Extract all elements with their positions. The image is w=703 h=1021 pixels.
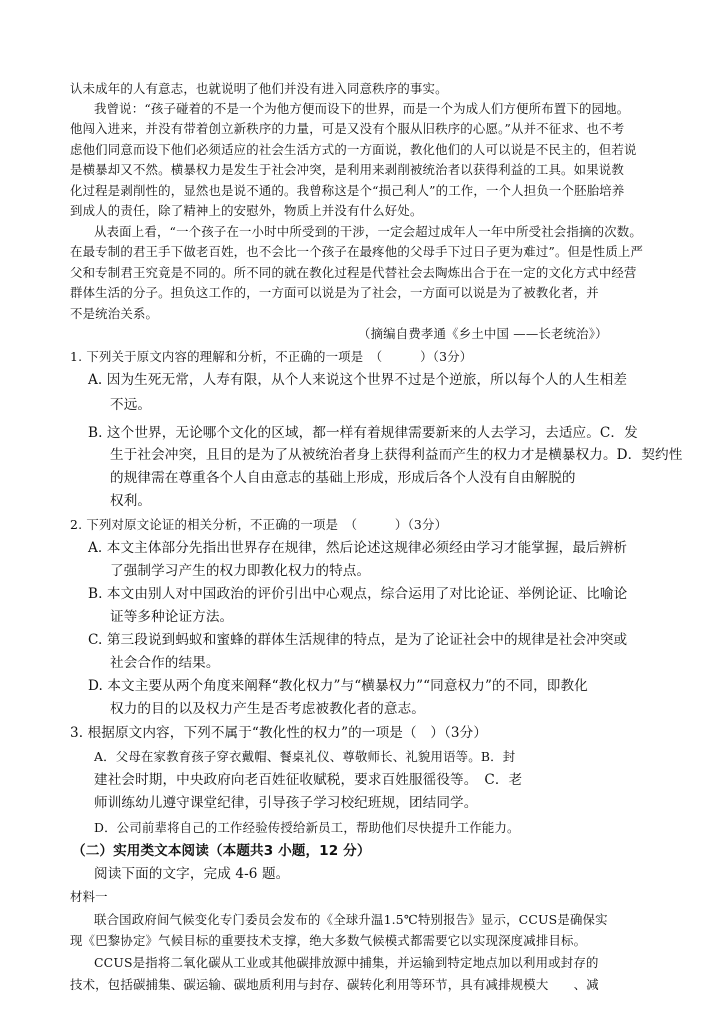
- passage-line: 在最专制的君王手下做老百姓，也不会比一个孩子在最疼他的父母手下过日子更为难过”。但是性质上严: [70, 244, 644, 259]
- question-2-option-line: D. 本文主要从两个角度来阐释“教化权力”与“横暴权力”“同意权力”的不同，即教化: [88, 678, 588, 694]
- question-2-option-line: C. 第三段说到蚂蚁和蜜蜂的群体生活规律的特点，是为了论证社会中的规律是社会冲突或: [88, 632, 628, 648]
- material-line: 联合国政府间气候变化专门委员会发布的《全球升温1.5℃特别报告》显示，CCUS是确保实: [94, 912, 608, 927]
- section-instruction: 阅读下面的文字，完成 4-6 题。: [94, 866, 290, 882]
- question-2-option-line: A. 本文主体部分先指出世界存在规律，然后论述这规律必须经由学习才能掌握，最后辨析: [88, 540, 628, 556]
- question-3-option-line: D．公司前辈将自己的工作经验传授给新员工，帮助他们尽快提升工作能力。: [94, 820, 520, 835]
- passage-line: 虑他们同意而设下他们必须适应的社会生活方式的一方面说，教化他们的人可以说是不民主的，但若说: [70, 142, 637, 157]
- question-1-option-line: 不远。: [110, 397, 152, 413]
- passage-line: 父和专制君王究竟是不同的。所不同的就在教化过程是代替社会去陶炼出合于在一定的文化方式中经营: [70, 265, 637, 280]
- question-2-option-line: 权力的目的以及权力产生是否考虑被教化者的意志。: [110, 701, 425, 717]
- passage-source: （摘编自费孝通《乡土中国 ——长老统治》）: [358, 326, 608, 341]
- question-1-option-line: 生于社会冲突，且目的是为了从被统治者身上获得利益而产生的权力才是横暴权力。D．契约性: [110, 447, 683, 463]
- question-3-stem: 3. 根据原文内容，下列不属于“教化性的权力”的一项是（ ）（3分）: [70, 725, 488, 741]
- question-2-option-line: 社会合作的结果。: [110, 655, 220, 671]
- passage-line: 他闯入进来，并没有带着创立新秩序的力量，可是又没有个服从旧秩序的心愿。”从并不征求、也不考: [70, 121, 625, 136]
- question-2-option-line: B. 本文由别人对中国政治的评价引出中心观点，综合运用了对比论证、举例论证、比喻论: [88, 586, 628, 602]
- material-line: 现《巴黎协定》气候目标的重要技术支撑，绝大多数气候模式都需要它以实现深度减排目标。: [70, 933, 587, 948]
- passage-line: 化过程是剥削性的，显然也是说不通的。我曾称这是个“损己利人”的工作，一个人担负一个胚胎培养: [70, 183, 625, 198]
- question-1-option-line: 权利。: [110, 493, 152, 509]
- passage-line: 群体生活的分子。担负这工作的，一方面可以说是为了社会，一方面可以说是为了被教化者，并: [70, 285, 599, 300]
- material-label: 材料一: [70, 889, 108, 904]
- question-2-option-line: 了强制学习产生的权力即教化权力的特点。: [110, 563, 371, 579]
- passage-line: 是横暴却又不然。横暴权力是发生于社会冲突，是利用来剥削被统治者以获得利益的工具。如果说教: [70, 162, 624, 177]
- question-3-option-line: A．父母在家教育孩子穿衣戴帽、餐桌礼仪、尊敬师长、礼貌用语等。B．封: [94, 749, 516, 764]
- question-3-option-line: 师训练幼儿遵守课堂纪律，引导孩子学习校纪班规，团结同学。: [94, 795, 478, 811]
- question-1-option-line: A. 因为生死无常，人寿有限，从个人来说这个世界不过是个逆旅，所以每个人的人生相差: [88, 372, 628, 388]
- section-heading: （二）实用类文本阅读（本题共3 小题，12 分）: [72, 843, 371, 859]
- passage-line: 认未成年的人有意志，也就说明了他们并没有进入同意秩序的事实。: [70, 81, 448, 96]
- material-line: 技术，包括碳捕集、碳运输、碳地质利用与封存、碳转化利用等环节，具有减排规模大 、减: [70, 977, 599, 992]
- passage-line: 从表面上看，“一个孩子在一小时中所受到的干涉，一定会超过成年人一年中所受社会指摘的次数。: [94, 224, 642, 239]
- question-1-option-line: B. 这个世界，无论哪个文化的区域，都一样有着规律需要新来的人去学习，去适应。C．发: [88, 425, 638, 441]
- passage-line: 不是统治关系。: [70, 306, 159, 321]
- material-line: CCUS是指将二氧化碳从工业或其他碳排放源中捕集，并运输到特定地点加以利用或封存的: [94, 955, 599, 970]
- passage-line: 到成人的责任，除了精神上的安慰外，物质上并没有什么好处。: [70, 203, 423, 218]
- question-3-option-line: 建社会时期，中央政府向老百姓征收赋税，要求百姓服徭役等。 C．老: [94, 772, 523, 788]
- question-1-stem: 1. 下列关于原文内容的理解和分析，不正确的一项是 （ ）（3分）: [70, 349, 473, 364]
- question-2-option-line: 证等多种论证方法。: [110, 609, 234, 625]
- question-2-stem: 2. 下列对原文论证的相关分析，不正确的一项是 （ ）（3分）: [70, 517, 448, 532]
- passage-line: 我曾说：“孩子碰着的不是一个为他方便而设下的世界，而是一个为成人们方便所布置下的园地。: [94, 101, 630, 116]
- question-1-option-line: 的规律需在尊重各个人自由意志的基础上形成，形成后各个人没有自由解脱的: [110, 470, 576, 486]
